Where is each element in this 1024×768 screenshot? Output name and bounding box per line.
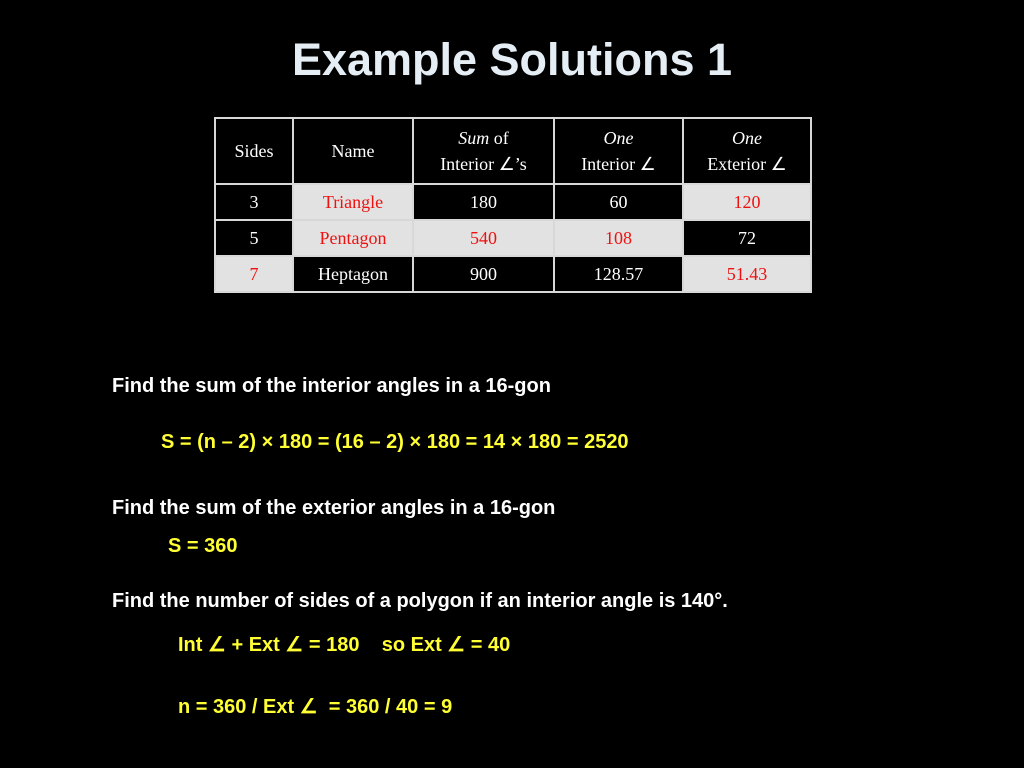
- answer-exterior-sum: S = 360: [168, 535, 238, 557]
- table-row: [215, 220, 811, 256]
- cell-sides: 5: [215, 220, 293, 256]
- answer-exterior-angle: Int ∠ + Ext ∠ = 180 so Ext ∠ = 40: [178, 634, 511, 656]
- polygon-angles-table: [214, 117, 812, 293]
- cell-name: Triangle: [293, 184, 413, 220]
- cell-sum: 900: [413, 256, 554, 292]
- question-number-of-sides: Find the number of sides of a polygon if an interior angle is 140°.: [112, 590, 728, 612]
- cell-sum: 540: [413, 220, 554, 256]
- cell-name: Pentagon: [293, 220, 413, 256]
- cell-name: Heptagon: [293, 256, 413, 292]
- header-ext-italic: One: [732, 128, 762, 148]
- cell-sides: 3: [215, 184, 293, 220]
- table-row: [215, 184, 811, 220]
- header-name: Name: [293, 118, 413, 184]
- answer-number-of-sides: n = 360 / Ext ∠ = 360 / 40 = 9: [178, 696, 453, 718]
- header-int-italic: One: [603, 128, 634, 148]
- header-sum-rest: of: [489, 128, 509, 148]
- header-sum-interior: [413, 118, 554, 184]
- cell-interior: 60: [554, 184, 683, 220]
- cell-exterior: 120: [683, 184, 811, 220]
- answer-interior-sum: S = (n – 2) × 180 = (16 – 2) × 180 = 14 × 180 = 2520: [161, 431, 629, 453]
- header-sum-line2: Interior ∠’s: [440, 154, 527, 174]
- header-one-exterior: [683, 118, 811, 184]
- header-sides: Sides: [215, 118, 293, 184]
- cell-exterior: 72: [683, 220, 811, 256]
- table-row: [215, 256, 811, 292]
- cell-sides: 7: [215, 256, 293, 292]
- table-header-row: [215, 118, 811, 184]
- slide-title: Example Solutions 1: [291, 34, 733, 85]
- header-one-interior: [554, 118, 683, 184]
- question-exterior-sum: Find the sum of the exterior angles in a 16-gon: [112, 497, 556, 519]
- header-ext-line2: Exterior ∠: [707, 154, 787, 174]
- cell-sum: 180: [413, 184, 554, 220]
- cell-interior: 108: [554, 220, 683, 256]
- question-interior-sum: Find the sum of the interior angles in a 16-gon: [112, 375, 551, 397]
- header-sum-italic: Sum: [458, 128, 490, 148]
- header-int-line2: Interior ∠: [581, 154, 656, 174]
- cell-interior: 128.57: [554, 256, 683, 292]
- cell-exterior: 51.43: [683, 256, 811, 292]
